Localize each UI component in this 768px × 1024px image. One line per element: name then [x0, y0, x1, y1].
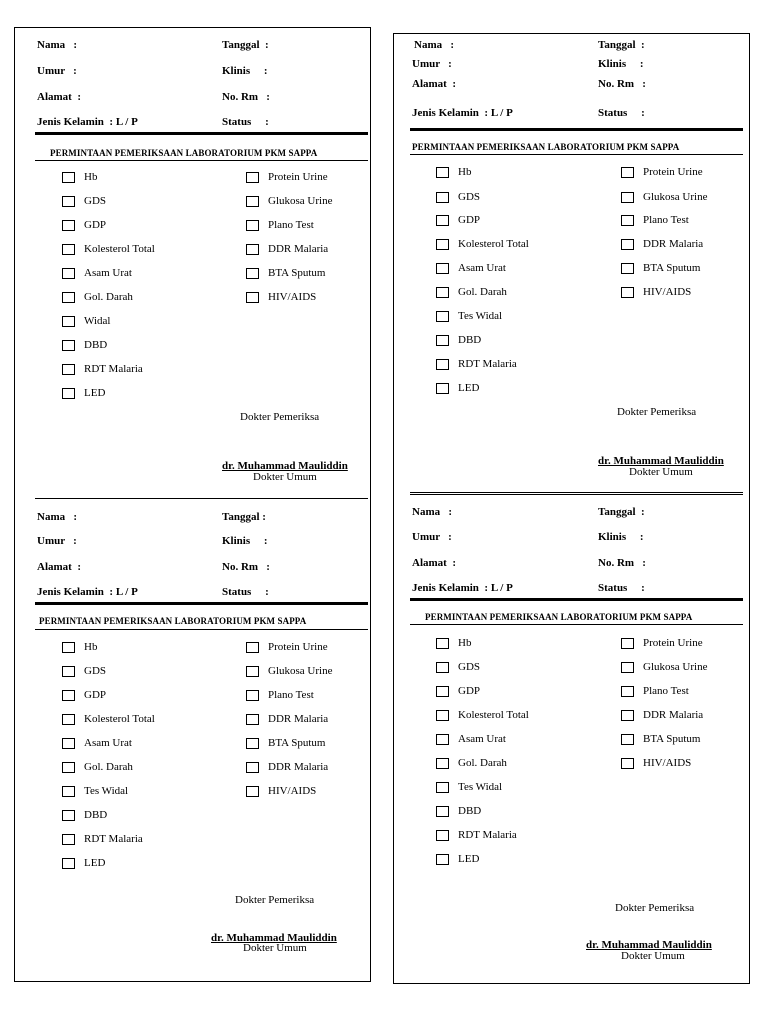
test-item[interactable] [62, 761, 133, 773]
test-label: GDS [458, 191, 481, 203]
doctor-name: dr. Muhammad Mauliddin [222, 460, 348, 472]
test-checkbox[interactable] [621, 263, 634, 274]
test-checkbox[interactable] [246, 762, 259, 773]
doctor-title: Dokter Umum [629, 466, 693, 478]
test-checkbox[interactable] [436, 662, 449, 673]
doctor-title: Dokter Umum [243, 942, 307, 954]
test-item[interactable] [436, 238, 529, 250]
test-item[interactable] [436, 757, 507, 769]
test-label: HIV/AIDS [268, 291, 317, 303]
umur-label: Umur : [412, 531, 452, 543]
test-item[interactable] [621, 166, 703, 178]
no-rm-label: No. Rm : [222, 561, 270, 573]
test-label: Kolesterol Total [84, 243, 155, 255]
test-checkbox[interactable] [436, 854, 449, 865]
test-label: Gol. Darah [84, 761, 133, 773]
test-item[interactable] [246, 737, 326, 749]
test-checkbox[interactable] [62, 786, 75, 797]
test-item[interactable] [62, 387, 105, 399]
test-label: GDP [458, 685, 481, 697]
doctor-title: Dokter Umum [253, 471, 317, 483]
test-checkbox[interactable] [62, 292, 75, 303]
test-checkbox[interactable] [62, 714, 75, 725]
test-item[interactable] [62, 195, 106, 207]
test-label: HIV/AIDS [643, 286, 692, 298]
test-label: Tes Widal [84, 785, 129, 797]
test-item[interactable] [621, 661, 707, 673]
test-label: Widal [84, 315, 111, 327]
status-label: Status : [222, 116, 269, 128]
test-label: DBD [458, 805, 482, 817]
test-label: Protein Urine [268, 641, 328, 653]
test-item[interactable] [621, 214, 689, 226]
examiner-label: Dokter Pemeriksa [617, 406, 697, 418]
test-checkbox[interactable] [246, 738, 259, 749]
title-underline [35, 629, 368, 630]
test-item[interactable] [246, 267, 326, 279]
test-checkbox[interactable] [62, 220, 75, 231]
test-checkbox[interactable] [246, 172, 259, 183]
test-item[interactable] [621, 709, 703, 721]
nama-label: Nama : [37, 511, 78, 523]
test-label: Plano Test [268, 219, 314, 231]
test-checkbox[interactable] [436, 758, 449, 769]
test-checkbox[interactable] [621, 734, 634, 745]
test-label: RDT Malaria [458, 358, 517, 370]
test-checkbox[interactable] [436, 830, 449, 841]
test-checkbox[interactable] [62, 172, 75, 183]
nama-label: Nama : [37, 39, 78, 51]
test-item[interactable] [62, 641, 97, 653]
test-label: Hb [84, 641, 98, 653]
test-item[interactable] [436, 709, 529, 721]
test-label: RDT Malaria [458, 829, 517, 841]
test-item[interactable] [62, 339, 107, 351]
jenis-kelamin-label: Jenis Kelamin : L / P [412, 582, 513, 594]
test-checkbox[interactable] [246, 714, 259, 725]
lab-request-form-4 [394, 496, 749, 982]
lab-request-form-3 [394, 34, 749, 492]
test-item[interactable] [62, 809, 107, 821]
test-item[interactable] [436, 853, 479, 865]
umur-label: Umur : [37, 65, 77, 77]
test-label: RDT Malaria [84, 363, 143, 375]
test-item[interactable] [436, 685, 480, 697]
test-checkbox[interactable] [62, 810, 75, 821]
test-item[interactable] [246, 641, 328, 653]
test-item[interactable] [62, 315, 110, 327]
right-column [393, 33, 750, 984]
test-checkbox[interactable] [436, 239, 449, 250]
test-label: Gol. Darah [458, 286, 507, 298]
test-item[interactable] [246, 761, 328, 773]
test-label: DDR Malaria [268, 243, 329, 255]
nama-label: Nama : [412, 506, 453, 518]
test-label: Gol. Darah [458, 757, 507, 769]
test-label: Kolesterol Total [84, 713, 155, 725]
test-label: BTA Sputum [643, 733, 701, 745]
test-label: BTA Sputum [268, 267, 326, 279]
test-label: Tes Widal [458, 310, 503, 322]
test-checkbox[interactable] [62, 388, 75, 399]
test-label: Plano Test [268, 689, 314, 701]
examiner-label: Dokter Pemeriksa [235, 894, 315, 906]
test-item[interactable] [621, 191, 707, 203]
test-item[interactable] [62, 267, 132, 279]
test-checkbox[interactable] [436, 215, 449, 226]
header-divider [35, 132, 368, 135]
test-checkbox[interactable] [436, 311, 449, 322]
test-checkbox[interactable] [436, 359, 449, 370]
header-divider [410, 598, 743, 601]
test-item[interactable] [246, 713, 328, 725]
test-label: Glukosa Urine [268, 195, 333, 207]
tanggal-label: Tanggal : [598, 39, 645, 51]
test-checkbox[interactable] [621, 287, 634, 298]
test-item[interactable] [436, 805, 481, 817]
test-checkbox[interactable] [621, 686, 634, 697]
tanggal-label: Tanggal : [222, 511, 266, 523]
status-label: Status : [598, 107, 645, 119]
test-item[interactable] [246, 219, 314, 231]
test-item[interactable] [436, 661, 480, 673]
test-label: BTA Sputum [268, 737, 326, 749]
test-item[interactable] [62, 833, 143, 845]
test-label: Hb [458, 637, 472, 649]
test-checkbox[interactable] [246, 642, 259, 653]
test-checkbox[interactable] [62, 642, 75, 653]
test-label: LED [458, 853, 480, 865]
test-checkbox[interactable] [62, 340, 75, 351]
test-label: Protein Urine [268, 171, 328, 183]
jenis-kelamin-label: Jenis Kelamin : L / P [412, 107, 513, 119]
test-item[interactable] [246, 171, 328, 183]
doctor-name: dr. Muhammad Mauliddin [211, 932, 337, 944]
test-label: Asam Urat [84, 267, 132, 279]
test-label: Glukosa Urine [643, 191, 708, 203]
test-label: GDP [458, 214, 481, 226]
doctor-title: Dokter Umum [621, 950, 685, 962]
test-checkbox[interactable] [62, 316, 75, 327]
alamat-label: Alamat : [37, 561, 81, 573]
test-label: Asam Urat [458, 262, 506, 274]
title-underline [410, 624, 743, 625]
test-item[interactable] [246, 785, 316, 797]
test-checkbox[interactable] [62, 858, 75, 869]
test-label: HIV/AIDS [268, 785, 317, 797]
test-checkbox[interactable] [621, 758, 634, 769]
klinis-label: Klinis : [598, 58, 644, 70]
alamat-label: Alamat : [37, 91, 81, 103]
examiner-label: Dokter Pemeriksa [615, 902, 695, 914]
lab-request-form-1 [15, 28, 370, 498]
test-label: Asam Urat [84, 737, 132, 749]
test-item[interactable] [436, 637, 471, 649]
status-label: Status : [598, 582, 645, 594]
test-checkbox[interactable] [62, 244, 75, 255]
test-label: Plano Test [643, 214, 689, 226]
test-checkbox[interactable] [62, 690, 75, 701]
test-checkbox[interactable] [62, 268, 75, 279]
test-label: Hb [84, 171, 98, 183]
test-label: DDR Malaria [268, 713, 329, 725]
tanggal-label: Tanggal : [598, 506, 645, 518]
klinis-label: Klinis : [598, 531, 644, 543]
test-label: BTA Sputum [643, 262, 701, 274]
test-label: GDS [458, 661, 481, 673]
test-label: DDR Malaria [268, 761, 329, 773]
test-item[interactable] [62, 665, 106, 677]
test-label: GDS [84, 195, 107, 207]
test-item[interactable] [62, 291, 133, 303]
test-item[interactable] [62, 737, 132, 749]
test-label: DBD [84, 339, 108, 351]
header-divider [410, 128, 743, 131]
test-checkbox[interactable] [621, 662, 634, 673]
lab-request-form-2 [15, 500, 370, 980]
test-item[interactable] [436, 310, 502, 322]
test-checkbox[interactable] [621, 215, 634, 226]
form-title: PERMINTAAN PEMERIKSAAN LABORATORIUM PKM SAPPA [425, 612, 693, 622]
test-checkbox[interactable] [246, 268, 259, 279]
test-label: Glukosa Urine [643, 661, 708, 673]
test-label: Protein Urine [643, 637, 703, 649]
test-label: DBD [458, 334, 482, 346]
no-rm-label: No. Rm : [598, 78, 646, 90]
umur-label: Umur : [412, 58, 452, 70]
test-label: HIV/AIDS [643, 757, 692, 769]
test-checkbox[interactable] [62, 762, 75, 773]
test-checkbox[interactable] [621, 192, 634, 203]
test-item[interactable] [436, 262, 506, 274]
test-checkbox[interactable] [246, 196, 259, 207]
jenis-kelamin-label: Jenis Kelamin : L / P [37, 116, 138, 128]
klinis-label: Klinis : [222, 535, 268, 547]
alamat-label: Alamat : [412, 557, 456, 569]
test-checkbox[interactable] [436, 335, 449, 346]
test-item[interactable] [436, 334, 481, 346]
test-checkbox[interactable] [436, 287, 449, 298]
test-checkbox[interactable] [621, 710, 634, 721]
form-title: PERMINTAAN PEMERIKSAAN LABORATORIUM PKM SAPPA [412, 142, 680, 152]
nama-label: Nama : [414, 39, 455, 51]
test-checkbox[interactable] [436, 263, 449, 274]
test-checkbox[interactable] [621, 167, 634, 178]
doctor-name: dr. Muhammad Mauliddin [586, 939, 712, 951]
test-label: Glukosa Urine [268, 665, 333, 677]
test-item[interactable] [246, 665, 332, 677]
test-checkbox[interactable] [436, 167, 449, 178]
form-title: PERMINTAAN PEMERIKSAAN LABORATORIUM PKM SAPPA [50, 148, 318, 158]
test-item[interactable] [621, 637, 703, 649]
test-label: Asam Urat [458, 733, 506, 745]
test-item[interactable] [436, 358, 517, 370]
test-item[interactable] [246, 689, 314, 701]
test-label: GDP [84, 689, 107, 701]
examiner-label: Dokter Pemeriksa [240, 411, 320, 423]
no-rm-label: No. Rm : [598, 557, 646, 569]
test-checkbox[interactable] [436, 806, 449, 817]
test-checkbox[interactable] [62, 196, 75, 207]
test-item[interactable] [62, 689, 106, 701]
test-checkbox[interactable] [621, 638, 634, 649]
test-item[interactable] [246, 291, 316, 303]
test-item[interactable] [436, 286, 507, 298]
test-checkbox[interactable] [62, 738, 75, 749]
test-item[interactable] [436, 829, 517, 841]
test-checkbox[interactable] [246, 666, 259, 677]
test-label: Protein Urine [643, 166, 703, 178]
test-label: LED [84, 857, 106, 869]
test-checkbox[interactable] [246, 244, 259, 255]
header-divider [35, 602, 368, 605]
test-item[interactable] [436, 382, 479, 394]
test-checkbox[interactable] [62, 834, 75, 845]
test-label: GDP [84, 219, 107, 231]
test-checkbox[interactable] [436, 710, 449, 721]
form-separator [410, 492, 743, 495]
test-item[interactable] [62, 363, 143, 375]
test-item[interactable] [621, 733, 701, 745]
jenis-kelamin-label: Jenis Kelamin : L / P [37, 586, 138, 598]
test-item[interactable] [62, 243, 155, 255]
test-label: LED [84, 387, 106, 399]
no-rm-label: No. Rm : [222, 91, 270, 103]
form-title: PERMINTAAN PEMERIKSAAN LABORATORIUM PKM SAPPA [39, 616, 307, 626]
test-checkbox[interactable] [436, 383, 449, 394]
test-label: GDS [84, 665, 107, 677]
test-checkbox[interactable] [436, 638, 449, 649]
alamat-label: Alamat : [412, 78, 456, 90]
left-column [14, 27, 371, 982]
test-item[interactable] [246, 195, 332, 207]
test-label: DBD [84, 809, 108, 821]
test-label: Tes Widal [458, 781, 503, 793]
test-checkbox[interactable] [436, 686, 449, 697]
klinis-label: Klinis : [222, 65, 268, 77]
test-item[interactable] [62, 713, 155, 725]
test-item[interactable] [62, 219, 106, 231]
test-item[interactable] [621, 757, 691, 769]
test-checkbox[interactable] [246, 690, 259, 701]
test-label: Plano Test [643, 685, 689, 697]
test-item[interactable] [621, 685, 689, 697]
test-checkbox[interactable] [62, 364, 75, 375]
test-item[interactable] [621, 286, 691, 298]
test-item[interactable] [436, 781, 502, 793]
test-label: RDT Malaria [84, 833, 143, 845]
test-checkbox[interactable] [246, 220, 259, 231]
test-label: DDR Malaria [643, 238, 704, 250]
test-label: Kolesterol Total [458, 238, 529, 250]
test-item[interactable] [436, 214, 480, 226]
test-checkbox[interactable] [436, 782, 449, 793]
test-label: Kolesterol Total [458, 709, 529, 721]
test-checkbox[interactable] [621, 239, 634, 250]
test-checkbox[interactable] [246, 292, 259, 303]
test-item[interactable] [62, 857, 105, 869]
test-label: Gol. Darah [84, 291, 133, 303]
test-label: LED [458, 382, 480, 394]
test-item[interactable] [436, 733, 506, 745]
test-item[interactable] [621, 262, 701, 274]
test-item[interactable] [246, 243, 328, 255]
test-checkbox[interactable] [62, 666, 75, 677]
umur-label: Umur : [37, 535, 77, 547]
tanggal-label: Tanggal : [222, 39, 269, 51]
test-checkbox[interactable] [436, 192, 449, 203]
doctor-name: dr. Muhammad Mauliddin [598, 455, 724, 467]
test-checkbox[interactable] [436, 734, 449, 745]
test-checkbox[interactable] [246, 786, 259, 797]
test-label: DDR Malaria [643, 709, 704, 721]
test-item[interactable] [436, 166, 471, 178]
form-separator [35, 498, 368, 499]
test-label: Hb [458, 166, 472, 178]
test-item[interactable] [62, 785, 128, 797]
status-label: Status : [222, 586, 269, 598]
test-item[interactable] [436, 191, 480, 203]
test-item[interactable] [62, 171, 97, 183]
title-underline [410, 154, 743, 155]
title-underline [35, 160, 368, 161]
test-item[interactable] [621, 238, 703, 250]
